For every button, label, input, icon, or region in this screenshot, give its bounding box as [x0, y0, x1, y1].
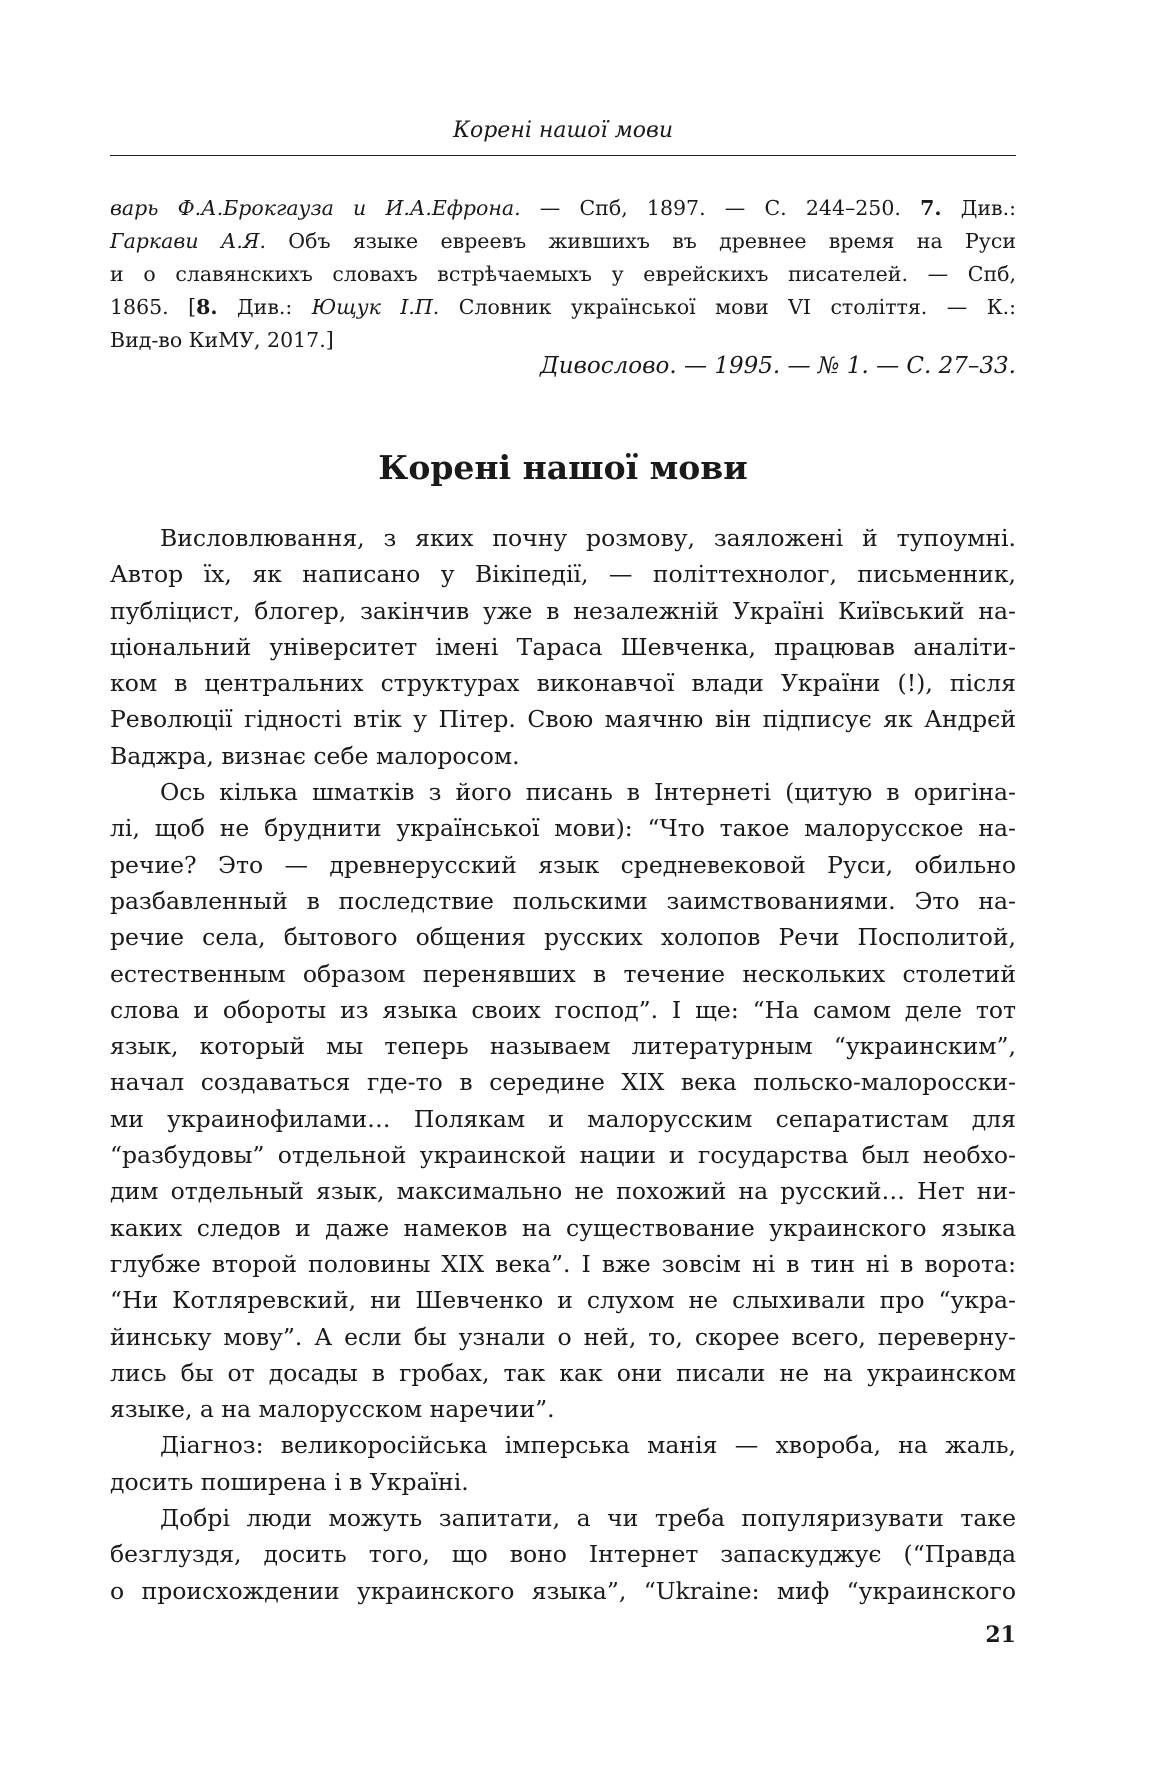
body-line: Добрі люди можуть запитати, а чи треба популяризувати таке	[160, 1504, 1016, 1533]
body-line: дим отдельный язык, максимально не похожий на русский… Нет ни-	[110, 1177, 1016, 1206]
body-line: досить поширена і в Україні.	[110, 1467, 469, 1496]
body-line: речие? Это — древнерусский язык средневековой Руси, обильно	[110, 850, 1016, 879]
footnote-line: Вид-во КиМУ, 2017.]	[110, 328, 334, 352]
footnote-line: и о славянскихъ словахъ встрѣчаемыхъ у еврейскихъ писателей. — Спб,	[110, 262, 1016, 286]
article-title: Корені нашої мови	[378, 448, 748, 487]
source-citation: Дивослово. — 1995. — № 1. — С. 27–33.	[540, 353, 1016, 379]
footnote-line: варь Ф.А.Брокгауза и И.А.Ефрона. — Спб, 1897. — С. 244–250. 7. Див.:	[110, 196, 1017, 220]
body-line: лі, щоб не бруднити української мови): “Что такое малорусское на-	[110, 814, 1016, 843]
header-rule	[110, 155, 1016, 156]
body-line: йинську мову”. А если бы узнали о ней, то, скорее всего, переверну-	[110, 1322, 1016, 1351]
body-line: Ось кілька шматків з його писань в Інтернеті (цитую в оригіна-	[160, 778, 1016, 807]
body-line: о происхождении украинского языка”, “Ukraine: миф “украинского	[110, 1576, 1016, 1605]
body-line: ціональний університет імені Тараса Шевченка, працював аналіти-	[110, 632, 1016, 661]
footnote-line: 1865. [8. Див.: Ющук І.П. Словник української мови VI століття. — К.:	[110, 295, 1016, 319]
body-line: речие села, бытового общения русских холопов Речи Посполитой,	[110, 923, 1016, 952]
body-line: язык, который мы теперь называем литературным “украинским”,	[110, 1032, 1016, 1061]
body-line: языке, а на малорусском наречии”.	[110, 1395, 555, 1424]
body-line: публіцист, блогер, закінчив уже в незалежній Україні Київський на-	[110, 596, 1016, 625]
body-line: естественным образом перенявших в течение нескольких столетий	[110, 959, 1016, 988]
running-head: Корені нашої мови	[452, 118, 674, 143]
body-line: слова и обороты из языка своих господ”. І ще: “На самом деле тот	[110, 995, 1016, 1024]
body-line: лись бы от досады в гробах, так как они писали не на украинском	[110, 1358, 1016, 1387]
body-line: Висловлювання, з яких почну розмову, заяложені й тупоумні.	[160, 524, 1016, 552]
body-line: ми украинофилами… Полякам и малорусским сепаратистам для	[110, 1104, 1016, 1133]
body-line: Автор їх, як написано у Вікіпедії, — політтехнолог, письменник,	[110, 560, 1016, 589]
footnote-block	[110, 192, 1016, 357]
body-line: Ваджра, визнає себе малоросом.	[110, 741, 520, 770]
article-body	[110, 520, 1016, 1609]
body-line: Діагноз: великоросійська імперська манія — хвороба, на жаль,	[160, 1431, 1016, 1460]
body-line: “разбудовы” отдельной украинской нации и государства был необхо-	[110, 1141, 1016, 1170]
page-number: 21	[985, 1622, 1016, 1648]
body-line: глубже второй половины XIX века”. І вже зовсім ні в тин ні в ворота:	[110, 1249, 1016, 1278]
footnote-line: Гаркави А.Я. Объ языке евреевъ жившихъ въ древнее время на Руси	[110, 229, 1017, 253]
body-line: разбавленный в последствие польскими заимствованиями. Это на-	[110, 886, 1016, 915]
body-line: каких следов и даже намеков на существование украинского языка	[110, 1213, 1016, 1242]
body-line: безглуздя, досить того, що воно Інтернет запаскуджує (“Правда	[110, 1540, 1016, 1569]
body-line: “Ни Котляревский, ни Шевченко и слухом не слыхивали про “укра-	[110, 1286, 1016, 1315]
body-line: начал создаваться где-то в середине XIX века польско-малоросски-	[110, 1068, 1016, 1097]
body-line: Революції гідності втік у Пітер. Свою маячню він підписує як Андрєй	[110, 705, 1016, 734]
body-line: ком в центральних структурах виконавчої влади України (!), після	[110, 669, 1016, 698]
